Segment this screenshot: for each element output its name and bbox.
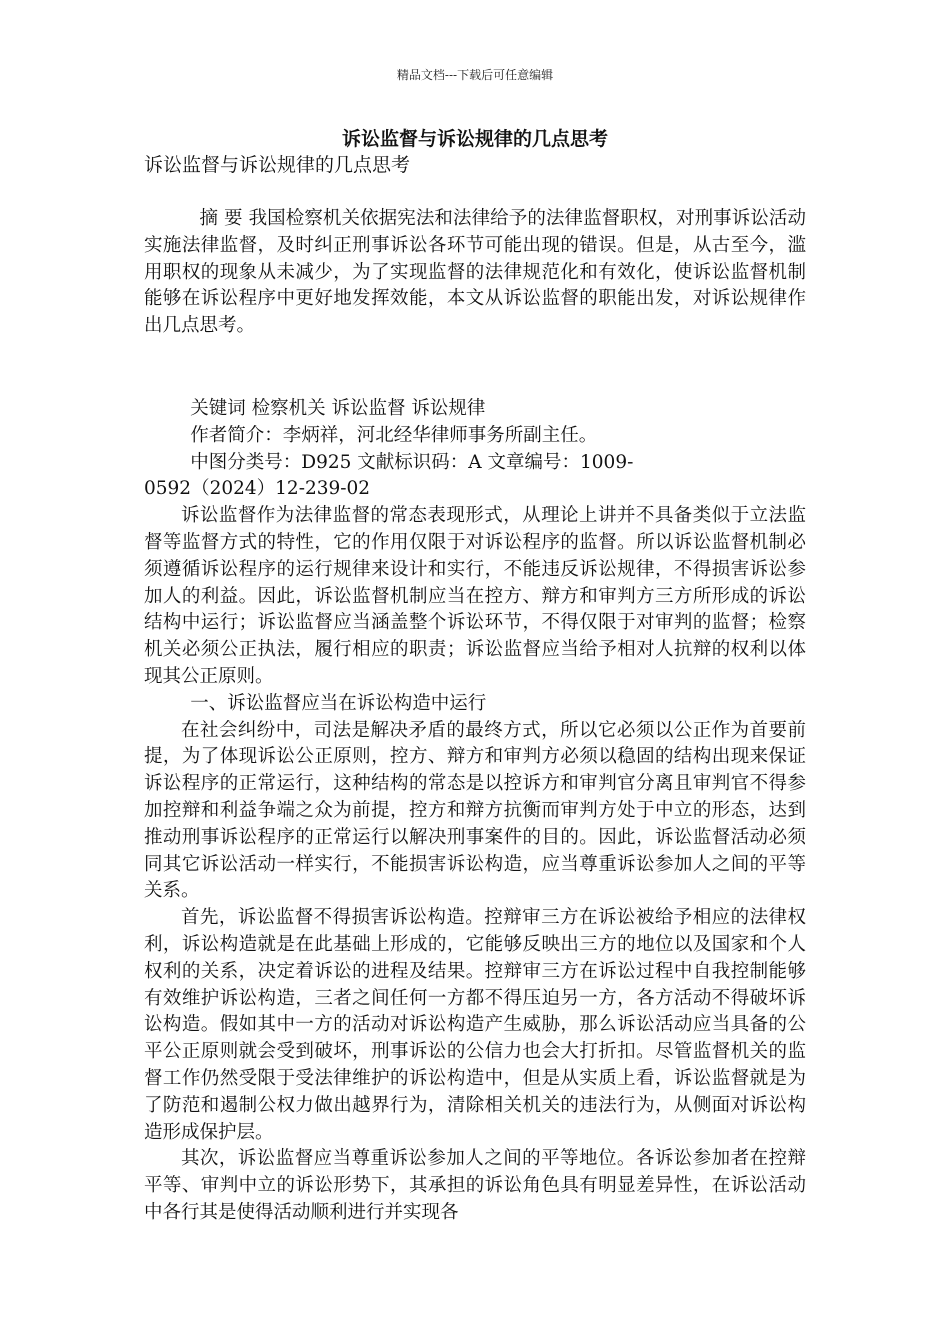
body-paragraph-3: 首先，诉讼监督不得损害诉讼构造。控辩审三方在诉讼被给予相应的法律权利，诉讼构造就是在此基础上形成的，它能够反映出三方的地位以及国家和个人权利的关系，决定着诉讼的进程及结果。控辩审三方在诉讼过程中自我控制能够有效维护诉讼构造，三者之间任何一方都不得压迫另一方，各方活动不得破坏诉讼构造。假如其中一方的活动对诉讼构造产生威胁，那么诉讼活动应当具备的公平公正原则就会受到破坏，刑事诉讼的公信力也会大打折扣。尽管监督机关的监督工作仍然受限于受法律维护的诉讼构造中，但是从实质上看，诉讼监督就是为了防范和遏制公权力做出越界行为，清除相关机关的违法行为，从侧面对诉讼构造形成保护层。 xyxy=(144,907,806,1143)
document-title: 诉讼监督与诉讼规律的几点思考 xyxy=(341,128,608,150)
classification-line-cont: 0592（2024）12-239-02 xyxy=(144,478,371,500)
spacer xyxy=(144,178,806,206)
spacer xyxy=(144,340,806,396)
page-header: 精品文档---下载后可任意编辑 xyxy=(396,68,554,82)
abstract-paragraph: 摘 要 我国检察机关依据宪法和法律给予的法律监督职权，对刑事诉讼活动实施法律监督，及时纠正刑事诉讼各环节可能出现的错误。但是，从古至今，滥用职权的现象从未减少，为了实现监督的法律规范化和有效化，使诉讼监督机制能够在诉讼程序中更好地发挥效能，本文从诉讼监督的职能出发，对诉讼规律作出几点思考。 xyxy=(144,208,806,337)
body-paragraph-2: 在社会纠纷中，司法是解决矛盾的最终方式，所以它必须以公正作为首要前提，为了体现诉讼公正原则，控方、辩方和审判方必须以稳固的结构出现来保证诉讼程序的正常运行，这种结构的常态是以控诉方和审判官分离且审判官不得参加控辩和利益争端之众为前提，控方和辩方抗衡而审判方处于中立的形态，达到推动刑事诉讼程序的正常运行以解决刑事案件的目的。因此，诉讼监督活动必须同其它诉讼活动一样实行，不能损害诉讼构造，应当尊重诉讼参加人之间的平等关系。 xyxy=(144,719,806,902)
keywords-line: 关键词 检察机关 诉讼监督 诉讼规律 xyxy=(190,397,486,419)
classification-line: 中图分类号：D925 文献标识码：A 文章编号：1009- xyxy=(190,451,634,473)
section-heading-1: 一、诉讼监督应当在诉讼构造中运行 xyxy=(190,692,487,714)
author-line: 作者简介：李炳祥，河北经华律师事务所副主任。 xyxy=(190,424,598,446)
body-paragraph-1: 诉讼监督作为法律监督的常态表现形式，从理论上讲并不具备类似于立法监督等监督方式的特性，它的作用仅限于对诉讼程序的监督。所以诉讼监督机制必须遵循诉讼程序的运行规律来设计和实行，不能违反诉讼规律，不得损害诉讼参加人的利益。因此，诉讼监督机制应当在控方、辩方和审判方三方所形成的诉讼结构中运行；诉讼监督应当涵盖整个诉讼环节，不得仅限于对审判的监督；检察机关必须公正执法，履行相应的职责；诉讼监督应当给予相对人抗辩的权利以体现其公正原则。 xyxy=(144,505,806,687)
document-subtitle: 诉讼监督与诉讼规律的几点思考 xyxy=(144,154,411,176)
document-body xyxy=(144,126,806,1227)
body-paragraph-4: 其次，诉讼监督应当尊重诉讼参加人之间的平等地位。各诉讼参加者在控辩平等、审判中立的诉讼形势下，其承担的诉讼角色具有明显差异性，在诉讼活动中各行其是使得活动顺利进行并实现各 xyxy=(144,1148,806,1223)
